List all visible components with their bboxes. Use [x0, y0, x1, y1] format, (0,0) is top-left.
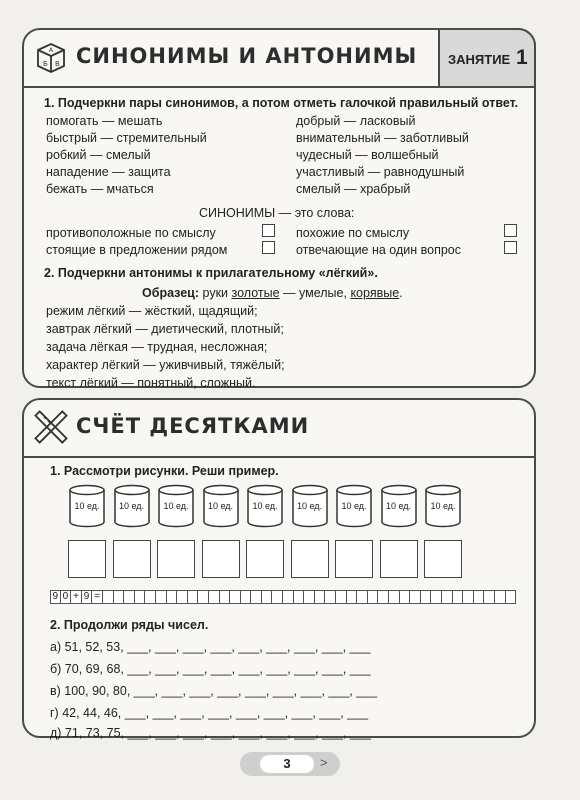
- option-label: отвечающие на один вопрос: [296, 243, 462, 257]
- pair-item: чудесный — волшебный: [296, 148, 439, 162]
- lesson-label: ЗАНЯТИЕ: [448, 52, 511, 67]
- answer-cell[interactable]: [389, 590, 400, 604]
- pair-item: смелый — храбрый: [296, 182, 411, 196]
- answer-cell[interactable]: [325, 590, 336, 604]
- row-start: в) 100, 90, 80,: [50, 684, 131, 698]
- answer-cell[interactable]: [262, 590, 273, 604]
- answer-cell[interactable]: [167, 590, 178, 604]
- svg-text:В: В: [55, 60, 60, 68]
- pair-item: внимательный — заботливый: [296, 131, 469, 145]
- answer-cell[interactable]: [177, 590, 188, 604]
- question-text: СИНОНИМЫ — это слова:: [199, 206, 355, 220]
- can-label: 10 ед.: [341, 501, 367, 511]
- can-label: 10 ед.: [385, 501, 412, 511]
- option-checkbox[interactable]: [504, 241, 517, 254]
- number-row: [50, 662, 371, 676]
- option-label: стоящие в предложении рядом: [46, 243, 228, 257]
- answer-cell[interactable]: [103, 590, 114, 604]
- ten-units-can: [246, 484, 284, 528]
- letter-cube-icon: [34, 40, 68, 74]
- number-row: [50, 684, 377, 698]
- antonym-line: задача лёгкая — трудная, несложная;: [46, 340, 268, 354]
- answer-cell[interactable]: [114, 590, 125, 604]
- row-blanks[interactable]: ___, ___, ___, ___, ___, ___, ___, ___, ___: [133, 684, 378, 698]
- row-blanks[interactable]: ___, ___, ___, ___, ___, ___, ___, ___, ___: [127, 726, 371, 740]
- equation-cell: 9: [82, 590, 93, 604]
- pair-item: быстрый — стремительный: [46, 131, 207, 145]
- answer-cell[interactable]: [209, 590, 220, 604]
- answer-cell[interactable]: [304, 590, 315, 604]
- answer-box[interactable]: [291, 540, 329, 578]
- sample-word: .: [399, 286, 403, 300]
- answer-cell[interactable]: [283, 590, 294, 604]
- section-title: СЧЁТ ДЕСЯТКАМИ: [76, 414, 310, 438]
- answer-cell[interactable]: [400, 590, 411, 604]
- ten-units-can: [157, 484, 195, 528]
- sample-word: — умелые,: [283, 286, 347, 300]
- pair-item: добрый — ласковый: [296, 114, 416, 128]
- section-title: СИНОНИМЫ И АНТОНИМЫ: [76, 44, 418, 68]
- sample-word: корявые: [350, 286, 400, 300]
- answer-cell[interactable]: [294, 590, 305, 604]
- can-label: 10 ед.: [118, 501, 145, 511]
- row-blanks[interactable]: ___, ___, ___, ___, ___, ___, ___, ___, ___: [124, 706, 369, 720]
- answer-cell[interactable]: [421, 590, 432, 604]
- answer-box[interactable]: [424, 540, 462, 578]
- answer-cell[interactable]: [506, 590, 517, 604]
- answer-cell[interactable]: [378, 590, 389, 604]
- option-checkbox[interactable]: [262, 224, 275, 237]
- can-label: 10 ед.: [74, 501, 100, 511]
- task-title: 2. Подчеркни антонимы к прилагательному «лёгкий».: [44, 266, 378, 280]
- row-blanks[interactable]: ___, ___, ___, ___, ___, ___, ___, ___, ___: [127, 662, 371, 676]
- answer-cell[interactable]: [156, 590, 167, 604]
- can-label: 10 ед.: [296, 501, 323, 511]
- answer-cell[interactable]: [474, 590, 485, 604]
- answer-cell[interactable]: [368, 590, 379, 604]
- answer-cell[interactable]: [135, 590, 146, 604]
- card-header: [24, 400, 534, 458]
- answer-box[interactable]: [68, 540, 106, 578]
- answer-box[interactable]: [157, 540, 195, 578]
- task-title: 2. Продолжи ряды чисел.: [50, 618, 209, 632]
- ten-units-can: [335, 484, 373, 528]
- answer-cell[interactable]: [484, 590, 495, 604]
- pair-item: робкий — смелый: [46, 148, 151, 162]
- ten-units-can: [380, 484, 418, 528]
- equation-cell: +: [71, 590, 82, 604]
- answer-cell[interactable]: [124, 590, 135, 604]
- answer-box[interactable]: [335, 540, 373, 578]
- answer-strip: [50, 590, 520, 604]
- answer-cell[interactable]: [272, 590, 283, 604]
- answer-cell[interactable]: [230, 590, 241, 604]
- lesson-tab: [438, 28, 536, 88]
- answer-cell[interactable]: [357, 590, 368, 604]
- sample-word: золотые: [231, 286, 280, 300]
- sample-label: Образец:: [142, 286, 200, 300]
- option-checkbox[interactable]: [262, 241, 275, 254]
- antonym-line: текст лёгкий — понятный, сложный.: [46, 376, 256, 390]
- ten-units-can: [68, 484, 106, 528]
- row-start: г) 42, 44, 46,: [50, 706, 122, 720]
- answer-cell[interactable]: [336, 590, 347, 604]
- row-blanks[interactable]: ___, ___, ___, ___, ___, ___, ___, ___, ___: [127, 640, 371, 654]
- answer-cell[interactable]: [145, 590, 156, 604]
- answer-cell[interactable]: [442, 590, 453, 604]
- answer-cell[interactable]: [198, 590, 209, 604]
- pair-item: помогать — мешать: [46, 114, 163, 128]
- can-label: 10 ед.: [163, 501, 189, 511]
- svg-text:Б: Б: [43, 60, 48, 68]
- answer-cell[interactable]: [251, 590, 262, 604]
- answer-box[interactable]: [202, 540, 240, 578]
- ten-units-can: [291, 484, 329, 528]
- equation-cell: 9: [50, 590, 61, 604]
- can-label: 10 ед.: [430, 501, 456, 511]
- task-title: 1. Рассмотри рисунки. Реши пример.: [50, 464, 279, 478]
- answer-box[interactable]: [380, 540, 418, 578]
- sample-word: руки: [202, 286, 229, 300]
- answer-cell[interactable]: [410, 590, 421, 604]
- pair-item: участливый — равнодушный: [296, 165, 465, 179]
- can-label: 10 ед.: [207, 501, 234, 511]
- number-row: [50, 726, 371, 740]
- answer-cell[interactable]: [220, 590, 231, 604]
- equation-cell: 0: [61, 590, 72, 604]
- answer-cell[interactable]: [347, 590, 358, 604]
- antonym-line: характер лёгкий — уживчивый, тяжёлый;: [46, 358, 285, 372]
- ruler-pencil-icon: [34, 410, 68, 444]
- equation-cell: =: [92, 590, 103, 604]
- row-start: б) 70, 69, 68,: [50, 662, 124, 676]
- number-row: [50, 640, 370, 654]
- synonyms-antonyms-card: [22, 28, 536, 388]
- answer-box[interactable]: [113, 540, 151, 578]
- next-arrow-icon[interactable]: >: [320, 755, 328, 770]
- option-label: похожие по смыслу: [296, 226, 410, 240]
- task-title: 1. Подчеркни пары синонимов, а потом отметь галочкой правильный ответ.: [44, 96, 519, 110]
- page-number: 3: [260, 755, 314, 773]
- counting-by-tens-card: [22, 398, 536, 738]
- answer-cell[interactable]: [188, 590, 199, 604]
- antonym-line: завтрак лёгкий — диетический, плотный;: [46, 322, 284, 336]
- pair-item: нападение — защита: [46, 165, 171, 179]
- answer-cell[interactable]: [315, 590, 326, 604]
- pagination: [240, 752, 340, 776]
- svg-text:А: А: [49, 47, 54, 54]
- ten-units-can: [424, 484, 462, 528]
- option-checkbox[interactable]: [504, 224, 517, 237]
- answer-cell[interactable]: [453, 590, 464, 604]
- row-start: д) 71, 73, 75,: [50, 726, 125, 740]
- answer-cell[interactable]: [495, 590, 506, 604]
- sample-line: [142, 286, 403, 300]
- ten-units-can: [113, 484, 151, 528]
- card-header: [24, 30, 534, 88]
- answer-cell[interactable]: [241, 590, 252, 604]
- pair-item: бежать — мчаться: [46, 182, 154, 196]
- option-label: противоположные по смыслу: [46, 226, 216, 240]
- row-start: а) 51, 52, 53,: [50, 640, 124, 654]
- answer-box[interactable]: [246, 540, 284, 578]
- can-label: 10 ед.: [252, 501, 278, 511]
- ten-units-can: [202, 484, 240, 528]
- antonym-line: режим лёгкий — жёсткий, щадящий;: [46, 304, 258, 318]
- number-row: [50, 706, 368, 720]
- answer-cell[interactable]: [431, 590, 442, 604]
- lesson-number: 1: [516, 46, 528, 69]
- answer-cell[interactable]: [463, 590, 474, 604]
